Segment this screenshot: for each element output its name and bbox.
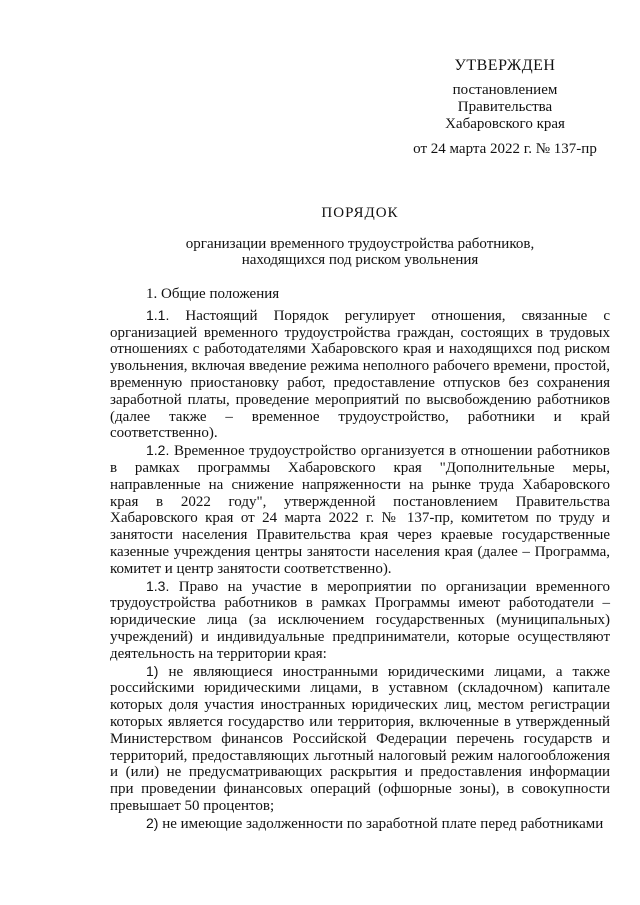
paragraph-number: 1.2. [146, 442, 170, 459]
document-subtitle-line-2: находящихся под риском увольнения [241, 252, 479, 268]
document-title: ПОРЯДОК [321, 205, 399, 221]
paragraph-text: Право на участие в мероприятии по организации временного трудоустройства работников в рамках Программы имеют работодатели – юридические лица (за исключением государственных (муниципальных) учреждений) и индивидуальные предприниматели, которые осуществляют деятельность на территории края: [110, 578, 610, 662]
section-heading: 1. Общие положения [146, 286, 280, 302]
paragraph-text: Настоящий Порядок регулирует отношения, связанные с организацией временного трудоустройства граждан, состоящих в трудовых отношениях с работодателями Хабаровского края и находящихся под риском увольнения, включая введение режима неполного рабочего времени, простой, временную приостановку работ, предоставление отпусков без сохранения заработной платы, проведение мероприятий по высвобождению работников (далее также – временное трудоустройство, работники и край соответственно). [110, 307, 610, 442]
paragraph-text: Временное трудоустройство организуется в отношении работников в рамках программы Хабаровского края "Дополнительные меры, направленные на снижение напряженности на рынке труда Хабаровского края в 2022 году", утвержденной постановлением Правительства Хабаровского края от 24 марта 2022 г. № 137-пр, комитетом по труду и занятости населения Правительства края через краевые государственные казенные учреждения центры занятости населения края (далее – Программа, комитет и центр занятости соответственно). [110, 443, 610, 577]
paragraph-1-3 [110, 578, 610, 663]
approval-date: от 24 марта 2022 г. № 137-пр [413, 141, 597, 157]
paragraph-number: 1.3. [146, 577, 170, 594]
approval-line-3: Хабаровского края [445, 116, 565, 132]
list-item-1 [110, 663, 610, 815]
paragraph-1-1 [110, 307, 610, 442]
document-title-block [110, 205, 610, 268]
approval-stamp [400, 57, 610, 158]
document-body [110, 286, 610, 833]
paragraph-1-2 [110, 442, 610, 577]
list-item-text: не являющиеся иностранными юридическими лицами, а также российскими юридическими лицами, в уставном (складочном) капитале которых доля участия иностранных юридических лиц, местом регистрации которых является государство или территория, включенные в утвержденный Министерством финансов Российской Федерации перечень государств и территорий, предоставляющих льготный налоговый режим налогообложения и (или) не предусматривающих раскрытия и предоставления информации при проведении финансовых операций (офшорные зоны), в совокупности превышает 50 процентов; [110, 663, 610, 814]
document-subtitle-line-1: организации временного трудоустройства работников, [185, 236, 535, 252]
paragraph-number: 1.1. [146, 306, 170, 323]
list-item-number: 2) [146, 814, 159, 831]
approval-line-2: Правительства [457, 99, 553, 115]
list-item-2 [110, 815, 610, 833]
approval-line-1: постановлением [452, 82, 558, 98]
list-item-text: не имеющие задолженности по заработной плате перед работниками [158, 815, 604, 832]
list-item-number: 1) [146, 662, 159, 679]
approval-heading: УТВЕРЖДЕН [454, 57, 556, 74]
